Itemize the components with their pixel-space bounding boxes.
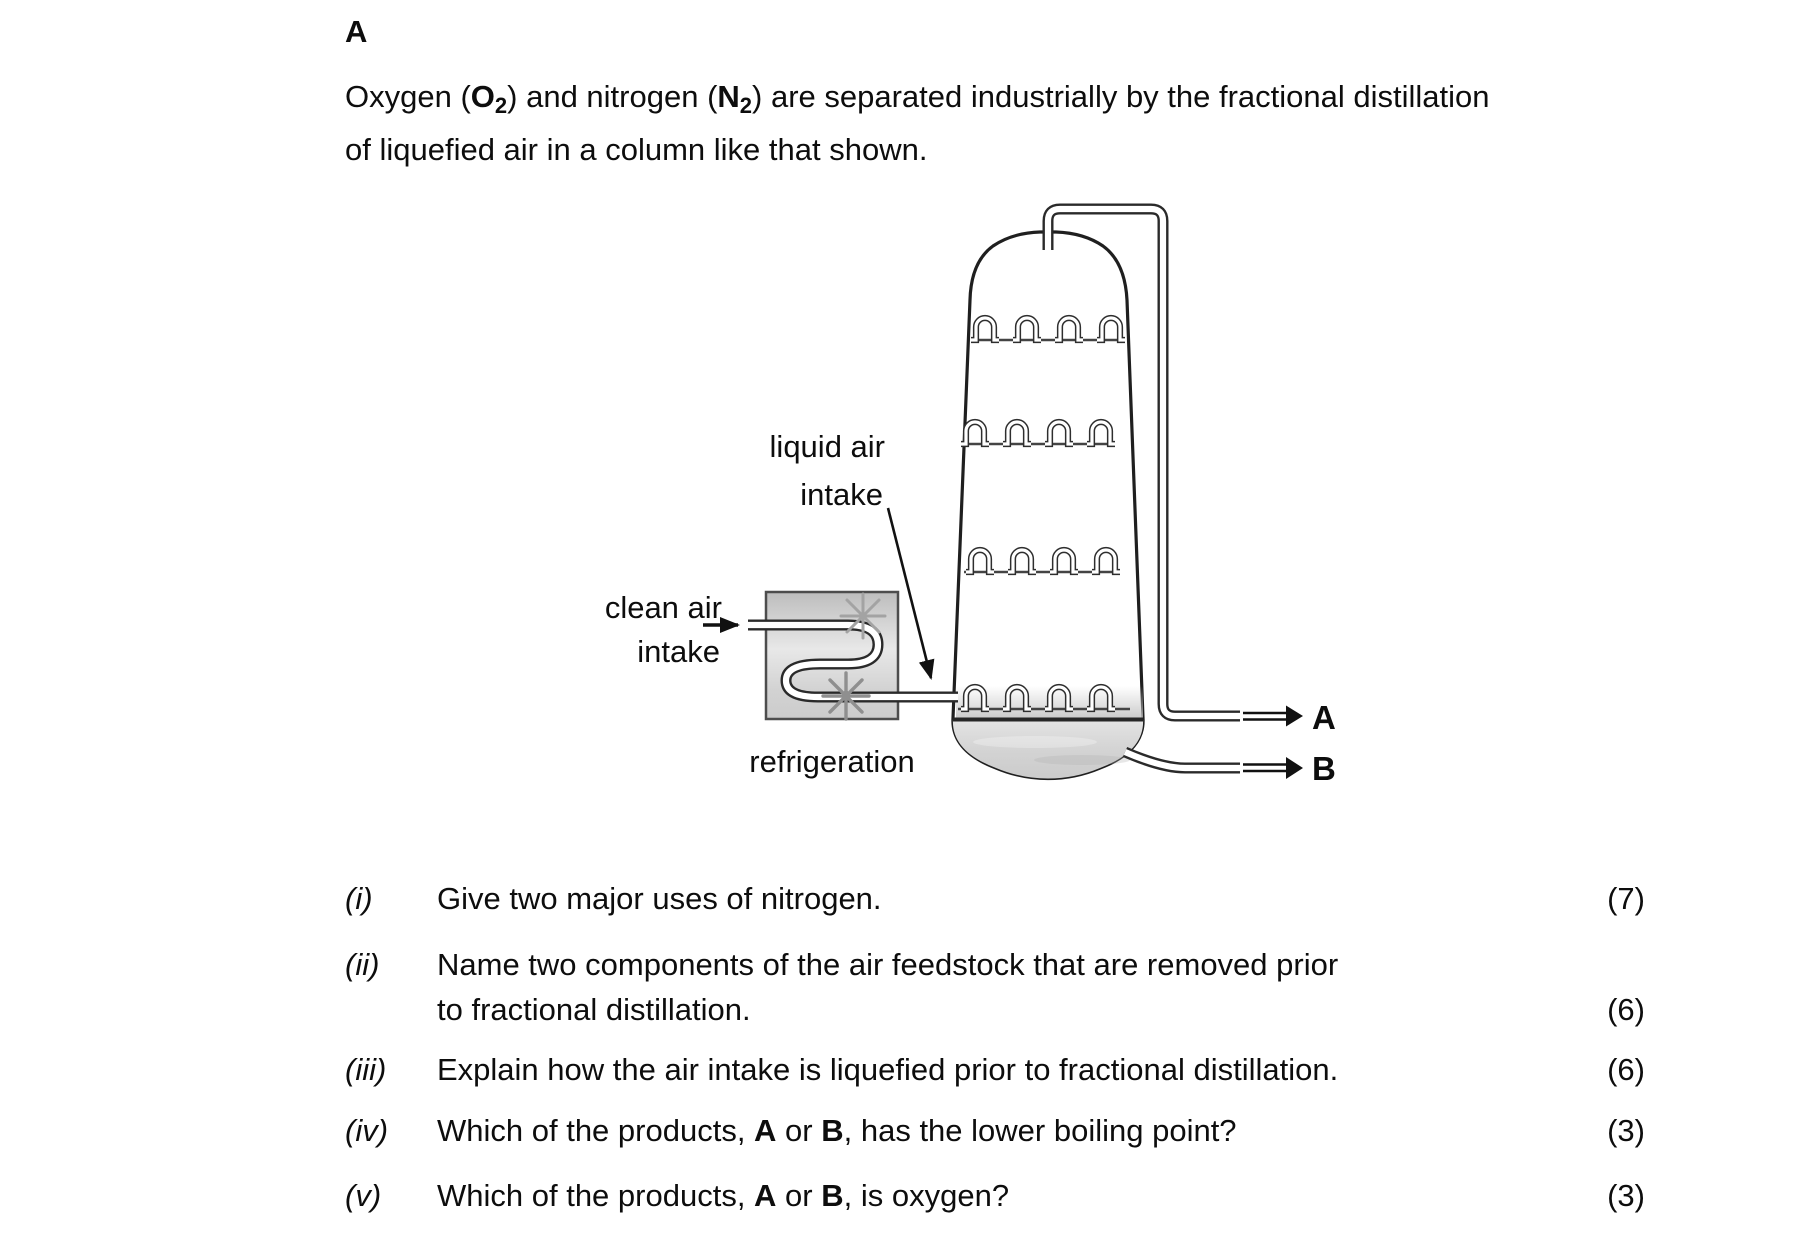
refrigeration-label: refrigeration — [749, 744, 915, 779]
question-numeral: (v) — [345, 1178, 382, 1213]
clean-air-intake-label-line2: intake — [637, 634, 720, 669]
product-b-pipe — [1125, 752, 1240, 768]
question-text: Name two components of the air feedstock that are removed prior to fractional distillation. — [437, 947, 1339, 1027]
question-iii — [345, 1047, 1645, 1092]
question-iv — [345, 1108, 1645, 1153]
clean-air-intake-label-line1: clean air — [604, 590, 722, 625]
question-text: Explain how the air intake is liquefied prior to fractional distillation. — [437, 1052, 1339, 1087]
snowflake-icon — [823, 673, 869, 719]
question-text: Give two major uses of nitrogen. — [437, 881, 882, 916]
intro-paragraph — [345, 75, 1490, 172]
question-numeral: (iii) — [345, 1052, 387, 1087]
marks-badge: (3) — [1607, 1113, 1645, 1148]
marks-badge: (3) — [1607, 1178, 1645, 1213]
marks-badge: (7) — [1607, 881, 1645, 916]
distillation-diagram — [500, 160, 1350, 790]
intro-line-1: Oxygen $(O_2)$ and nitrogen $(N_2)$ are separated industrially by the fractional distillation — [345, 79, 1490, 118]
marks-badge: (6) — [1607, 992, 1645, 1027]
section-letter: A — [345, 14, 368, 49]
question-text: Which of the products, A or B, is oxygen? — [437, 1178, 1010, 1213]
liquid-streak — [1034, 755, 1130, 765]
question-ii — [345, 942, 1645, 1032]
snowflake-icon — [841, 594, 885, 638]
question-numeral: (ii) — [345, 947, 380, 982]
liquid-air-intake-label-line2: intake — [800, 477, 883, 512]
question-v — [345, 1173, 1645, 1218]
liquid-pool — [953, 719, 1143, 779]
intro-line-2: of liquefied air in a column like that shown. — [345, 132, 928, 167]
liquid-air-intake-label-line1: liquid air — [769, 429, 885, 464]
question-i — [345, 876, 1645, 921]
question-text: Which of the products, A or B, has the lower boiling point? — [437, 1113, 1237, 1148]
question-numeral: (i) — [345, 881, 373, 916]
product-b-label: B — [1312, 750, 1336, 787]
product-a-label: A — [1312, 699, 1336, 736]
product-b-arrow — [1243, 757, 1303, 779]
marks-badge: (6) — [1607, 1052, 1645, 1087]
liquid-highlight — [973, 736, 1097, 748]
product-a-arrow — [1243, 706, 1303, 727]
question-numeral: (iv) — [345, 1113, 389, 1148]
